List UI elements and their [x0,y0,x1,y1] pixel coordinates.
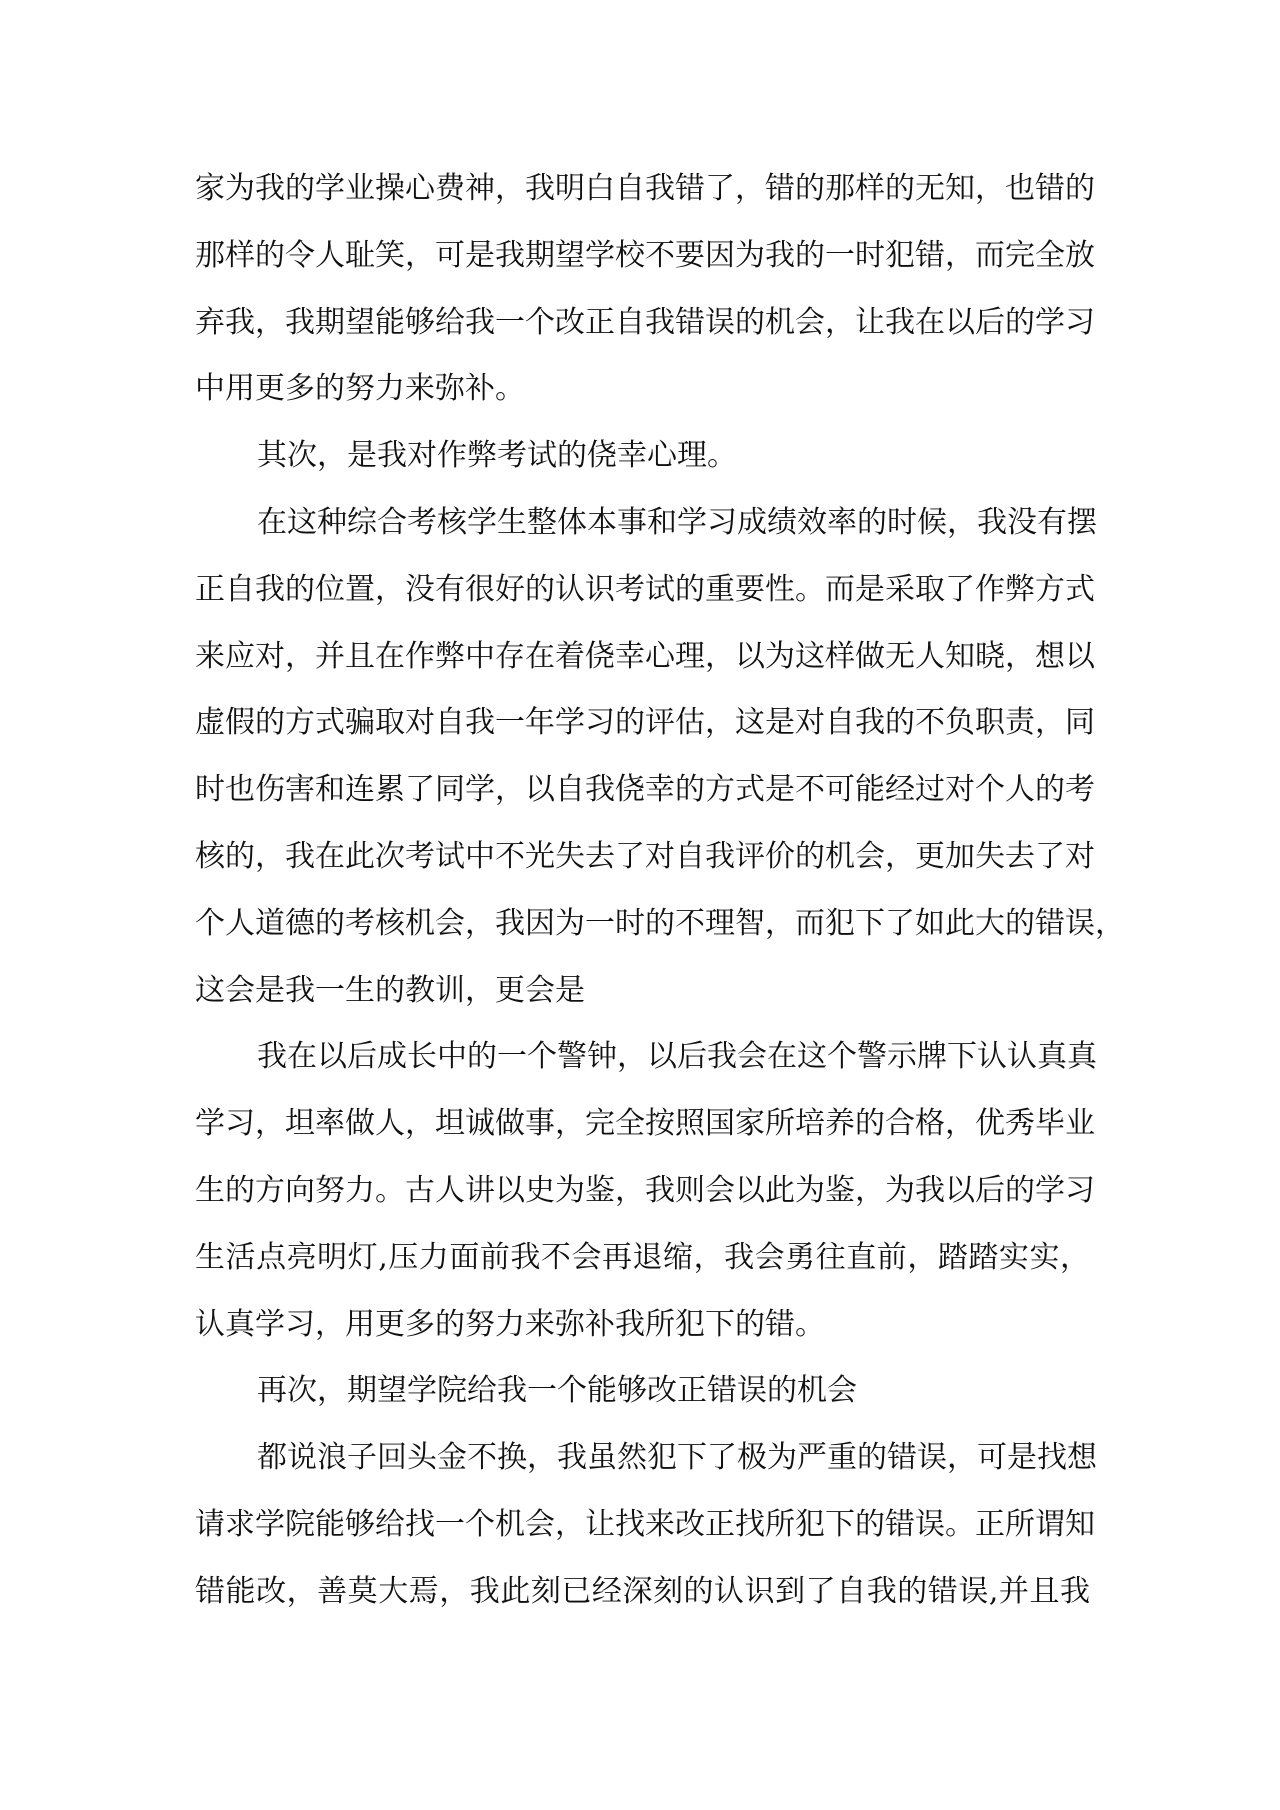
text-line: 请求学院能够给找一个机会，让找来改正找所犯下的错误。正所谓知 [195,1506,1095,1542]
text-line: 这会是我一生的教训，更会是 [195,972,585,1008]
text-line: 学习，坦率做人，坦诚做事，完全按照国家所培养的合格，优秀毕业 [195,1106,1095,1142]
text-line: 再次，期望学院给我一个能够改正错误的机会 [257,1373,857,1409]
text-line: 家为我的学业操心费神，我明白自我错了，错的那样的无知，也错的 [195,171,1095,206]
text-line: 错能改，善莫大焉，我此刻已经深刻的认识到了自我的错误,并且我 [195,1573,1090,1609]
text-line: 那样的令人耻笑，可是我期望学校不要因为我的一时犯错，而完全放 [195,237,1095,273]
text-line: 生的方向努力。古人讲以史为鉴，我则会以此为鉴，为我以后的学习 [195,1172,1095,1208]
text-line: 核的，我在此次考试中不光失去了对自我评价的机会，更加失去了对 [195,838,1095,874]
text-line: 来应对，并且在作弊中存在着侥幸心理，以为这样做无人知晓，想以 [195,638,1095,674]
paragraph [195,501,1125,1035]
text-line: 都说浪子回头金不换，我虽然犯下了极为严重的错误，可是找想 [257,1440,1097,1476]
text-line: 中用更多的努力来弥补。 [195,371,525,407]
document-body [195,167,1125,1637]
text-line: 其次，是我对作弊考试的侥幸心理。 [257,438,737,474]
text-line: 认真学习，用更多的努力来弥补我所犯下的错。 [195,1306,825,1342]
text-line: 正自我的位置，没有很好的认识考试的重要性。而是采取了作弊方式 [195,571,1095,607]
text-line: 生活点亮明灯,压力面前我不会再退缩，我会勇往直前，踏踏实实， [195,1239,1090,1275]
paragraph [195,1035,1097,1369]
paragraph [195,1436,1097,1636]
text-line: 时也伤害和连累了同学，以自我侥幸的方式是不可能经过对个人的考 [195,772,1095,808]
paragraph [195,1369,1090,1436]
text-line: 个人道德的考核机会，我因为一时的不理智，而犯下了如此大的错误， [195,905,1125,941]
text-line: 弃我，我期望能够给我一个改正自我错误的机会，让我在以后的学习 [195,304,1095,340]
text-line: 在这种综合考核学生整体本事和学习成绩效率的时候，我没有摆 [257,504,1097,540]
paragraph [195,167,1095,434]
text-line: 我在以后成长中的一个警钟，以后我会在这个警示牌下认认真真 [257,1039,1097,1075]
paragraph [195,434,1090,501]
text-line: 虚假的方式骗取对自我一年学习的评估，这是对自我的不负职责，同 [195,705,1095,741]
